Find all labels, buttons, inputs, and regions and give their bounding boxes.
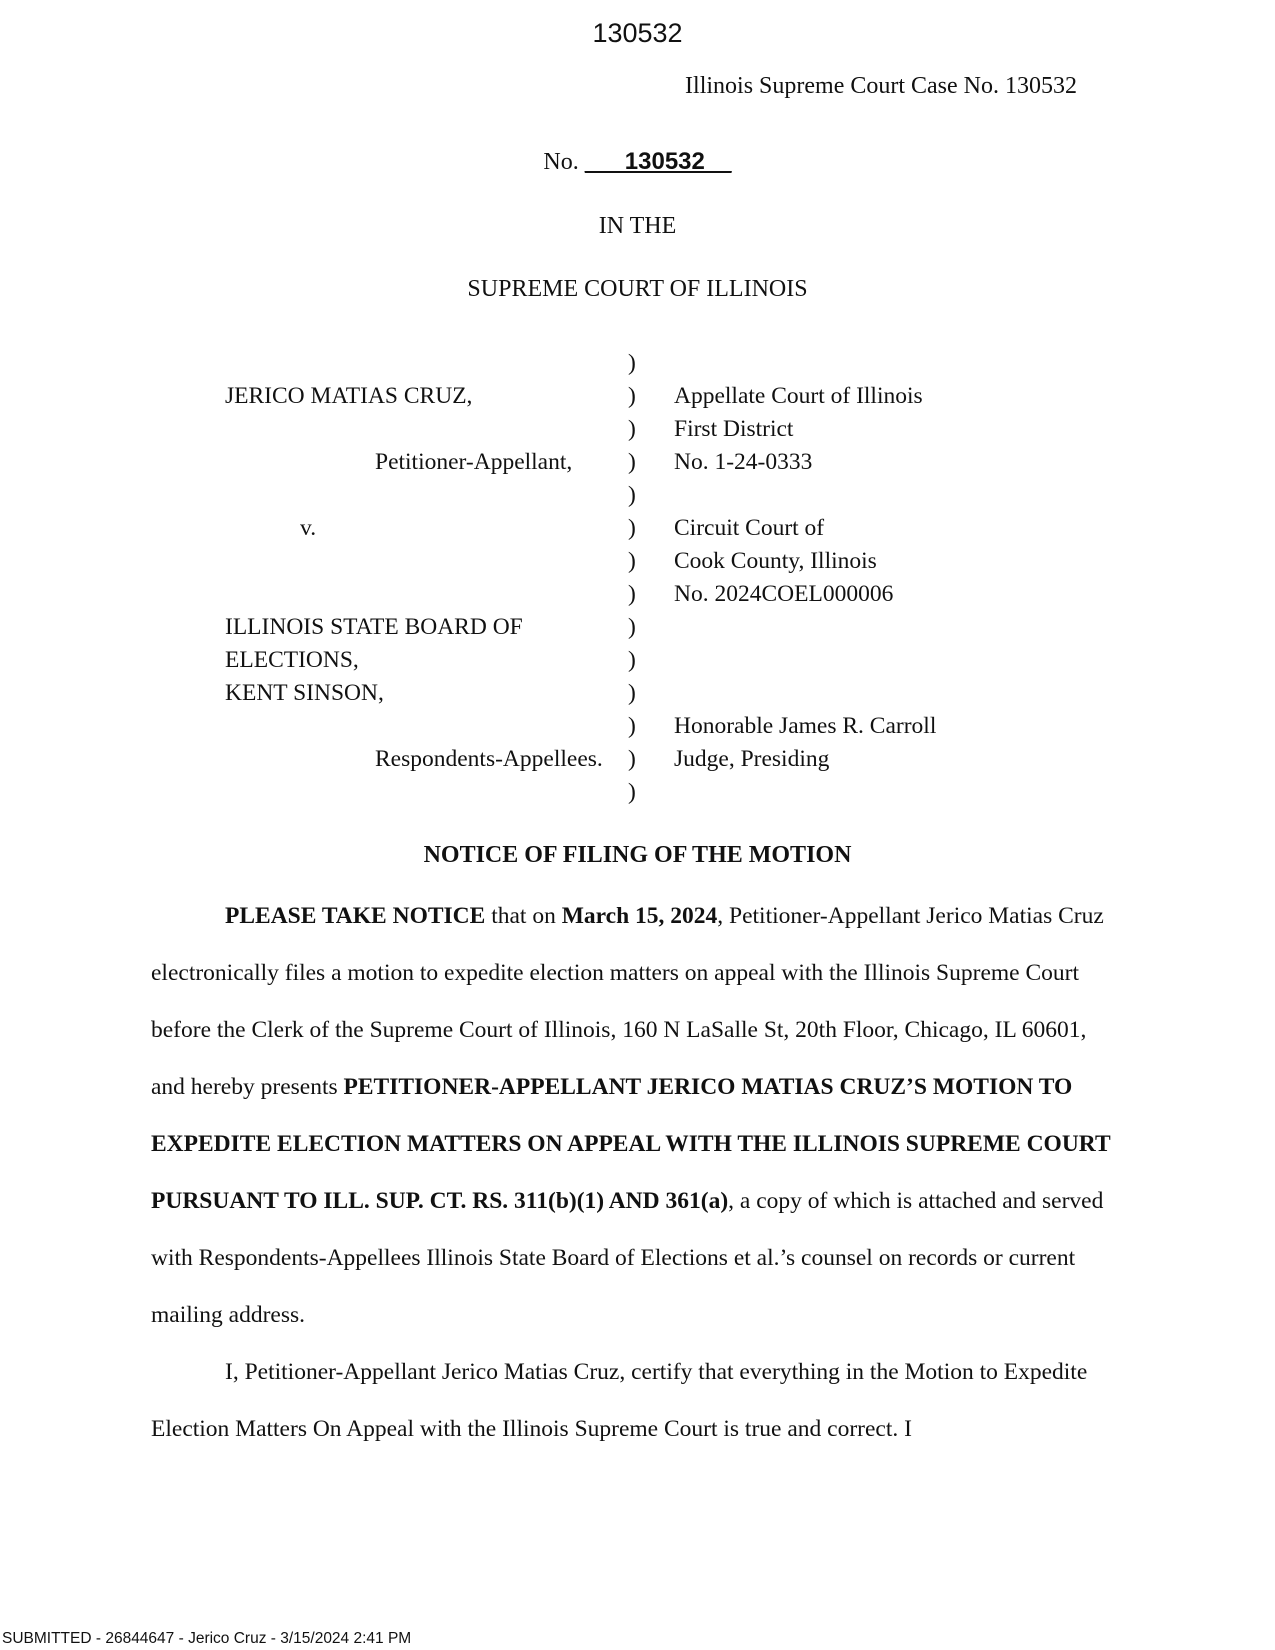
respondent-line-2: ELECTIONS, xyxy=(225,647,359,673)
respondent-role: Respondents-Appellees. xyxy=(375,746,603,772)
motion-title: PETITIONER-APPELLANT JERICO MATIAS CRUZ’S MOTION TO EXPEDITE ELECTION MATTERS ON APPEAL WITH THE ILLINOIS SUPREME COURT PURSUANT TO ILL. SUP. CT. RS. 311(b)(1) AND 361(a) xyxy=(151,1074,1111,1214)
caption-paren: ) xyxy=(628,746,636,772)
caption-row xyxy=(0,383,1275,416)
versus: v. xyxy=(300,515,317,541)
caption-row xyxy=(0,581,1275,614)
notice-paragraph-1 xyxy=(151,888,1126,1344)
circuit-number: No. 2024COEL000006 xyxy=(674,581,894,607)
caption-row xyxy=(0,482,1275,515)
notice-body xyxy=(151,888,1126,1458)
respondent-line-1: ILLINOIS STATE BOARD OF xyxy=(225,614,523,640)
caption-row xyxy=(0,515,1275,548)
docket-prefix: No. xyxy=(543,149,579,175)
case-caption xyxy=(0,350,1275,812)
caption-row xyxy=(0,416,1275,449)
docket-number xyxy=(0,148,1275,176)
caption-paren: ) xyxy=(628,779,636,805)
caption-paren: ) xyxy=(628,383,636,409)
docket-value: ___130532__ xyxy=(584,148,732,175)
caption-paren: ) xyxy=(628,515,636,541)
appellate-district: First District xyxy=(674,416,794,442)
caption-paren: ) xyxy=(628,581,636,607)
filing-date: March 15, 2024 xyxy=(561,903,718,929)
caption-paren: ) xyxy=(628,548,636,574)
judge-name: Honorable James R. Carroll xyxy=(674,713,937,739)
notice-paragraph-2 xyxy=(151,1344,1126,1458)
caption-paren: ) xyxy=(628,647,636,673)
caption-paren: ) xyxy=(628,416,636,442)
please-take-notice: PLEASE TAKE NOTICE xyxy=(225,903,486,929)
caption-row xyxy=(0,680,1275,713)
caption-paren: ) xyxy=(628,482,636,508)
caption-row xyxy=(0,779,1275,812)
circuit-court: Circuit Court of xyxy=(674,515,825,541)
caption-paren: ) xyxy=(628,680,636,706)
caption-paren: ) xyxy=(628,713,636,739)
top-page-number: 130532 xyxy=(592,18,683,48)
case-reference: Illinois Supreme Court Case No. 130532 xyxy=(685,73,1077,99)
petitioner-role: Petitioner-Appellant, xyxy=(375,449,573,475)
caption-row xyxy=(0,548,1275,581)
notice-title: NOTICE OF FILING OF THE MOTION xyxy=(423,842,852,868)
caption-row xyxy=(0,713,1275,746)
respondent-line-3: KENT SINSON, xyxy=(225,680,384,706)
caption-row xyxy=(0,614,1275,647)
petitioner-name: JERICO MATIAS CRUZ, xyxy=(225,383,473,409)
court-name-heading: SUPREME COURT OF ILLINOIS xyxy=(467,276,808,302)
caption-paren: ) xyxy=(628,449,636,475)
caption-row xyxy=(0,449,1275,482)
in-the-heading: IN THE xyxy=(598,213,677,239)
circuit-county: Cook County, Illinois xyxy=(674,548,877,574)
notice-text: that on xyxy=(485,903,562,929)
caption-row xyxy=(0,350,1275,383)
appellate-court: Appellate Court of Illinois xyxy=(674,383,923,409)
submission-stamp: SUBMITTED - 26844647 - Jerico Cruz - 3/15/2024 2:41 PM xyxy=(2,1630,412,1647)
appellate-number: No. 1-24-0333 xyxy=(674,449,813,475)
judge-title: Judge, Presiding xyxy=(674,746,830,772)
notice-text: , a copy of which is attached and served with Respondents-Appellees Illinois State Board of Elections et al.’s counsel on records or current mailing address. xyxy=(151,1188,1104,1328)
caption-row xyxy=(0,746,1275,779)
caption-paren: ) xyxy=(628,614,636,640)
notice-text: , Petitioner-Appellant Jerico Matias Cruz electronically files a motion to expedite election matters on appeal with the Illinois Supreme Court before the Clerk of the Supreme Court of Illinois, 160 N LaSalle St, 20th Floor, Chicago, IL 60601, and hereby presents xyxy=(151,903,1104,1100)
caption-row xyxy=(0,647,1275,680)
certification-text: I, Petitioner-Appellant Jerico Matias Cruz, certify that everything in the Motion to Expedite Election Matters On Appeal with the Illinois Supreme Court is true and correct. I xyxy=(151,1359,1088,1442)
caption-paren: ) xyxy=(628,350,636,376)
